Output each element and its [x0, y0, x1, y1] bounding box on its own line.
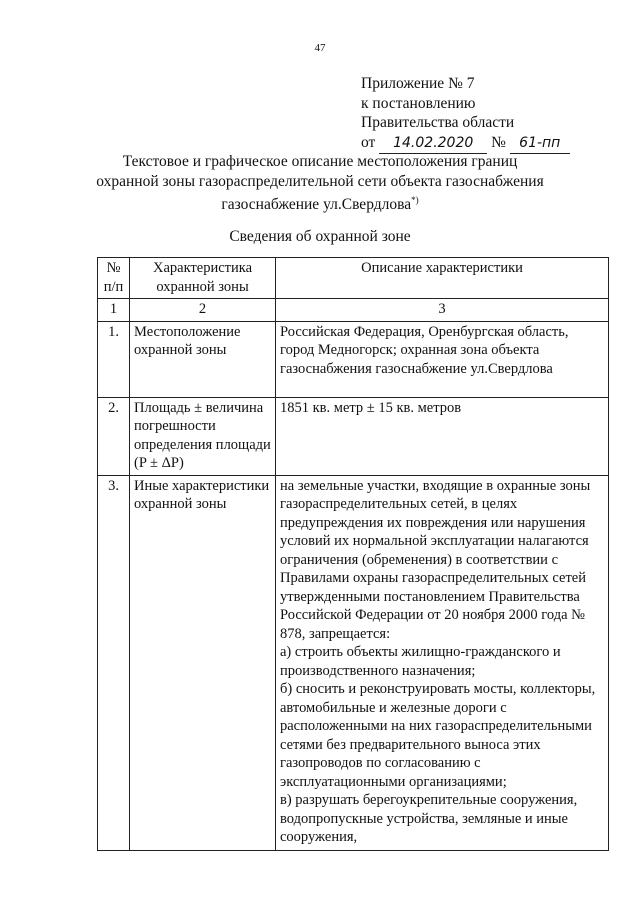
appendix-authority: Правительства области [361, 114, 515, 131]
row-description [276, 397, 609, 475]
header-characteristic: Характеристика охранной зоны [130, 258, 276, 299]
section-title: Сведения об охранной зоне [229, 228, 411, 245]
description-item-b: б) сносить и реконструировать мосты, коллекторы, автомобильные и железные дороги с расположенными на них газораспределительными сетями без предварительного выноса этих газопроводов по согласованию с эксплуатационными организациями; [280, 681, 596, 790]
index-cell: 2 [130, 299, 276, 322]
description-item-a: а) строить объекты жилищно-гражданского и производственного назначения; [280, 644, 561, 679]
title-line-1: Текстовое и графическое описание местоположения границ [122, 153, 518, 170]
handwritten-number: 61-пп [510, 134, 570, 155]
row-description [276, 475, 609, 850]
appendix-title: Приложение № 7 [361, 75, 475, 92]
index-cell: 1 [98, 299, 130, 322]
row-characteristic: Иные характеристики охранной зоны [130, 475, 276, 850]
document-title [60, 152, 580, 215]
appendix-header [361, 74, 570, 154]
row-characteristic: Площадь ± величина погрешности определения площади (P ± ΔP) [130, 397, 276, 475]
appendix-reference: к постановлению [361, 94, 476, 112]
table-header-row [98, 258, 609, 299]
index-cell: 3 [276, 299, 609, 322]
footnote-mark: *) [411, 195, 419, 205]
table-row [98, 321, 609, 397]
handwritten-date: 14.02.2020 [379, 134, 487, 155]
row-number: 3. [98, 475, 130, 850]
description-text: Российская Федерация, Оренбургская область, город Медногорск; охранная зона объекта газоснабжения газоснабжение ул.Свердлова [280, 323, 569, 377]
number-sign: № [491, 133, 506, 151]
title-line-3-text: газоснабжение ул.Свердлова [221, 196, 412, 214]
title-line-2: охранной зоны газораспределительной сети объекта газоснабжения [96, 172, 544, 190]
row-number: 1. [98, 321, 130, 397]
table-row [98, 475, 609, 850]
protection-zone-table [97, 257, 609, 851]
row-number: 2. [98, 397, 130, 475]
description-item-c: в) разрушать берегоукрепительные сооружения, водопропускные устройства, земляные и иные сооружения, [280, 792, 578, 845]
description-intro: на земельные участки, входящие в охранные зоны газораспределительных сетей, в целях предупреждения их повреждения или нарушения условий их нормальной эксплуатации налагаются ограничения (обременения) в соответствии с Правилами охраны газораспределительных сетей утвержденными постановлением Правительства Российской Федерации от 20 ноября 2000 года № 878, запрещается: [280, 477, 591, 642]
page-number: 47 [314, 42, 326, 54]
date-prefix: от [361, 133, 376, 151]
row-characteristic: Местоположение охранной зоны [130, 321, 276, 397]
description-text: 1851 кв. метр ± 15 кв. метров [280, 399, 462, 416]
appendix-date-line [361, 133, 570, 155]
table-index-row [98, 299, 609, 322]
table-row [98, 397, 609, 475]
title-line-3 [60, 191, 580, 215]
row-description [276, 321, 609, 397]
header-description: Описание характеристики [276, 258, 609, 299]
header-number: № п/п [98, 258, 130, 299]
